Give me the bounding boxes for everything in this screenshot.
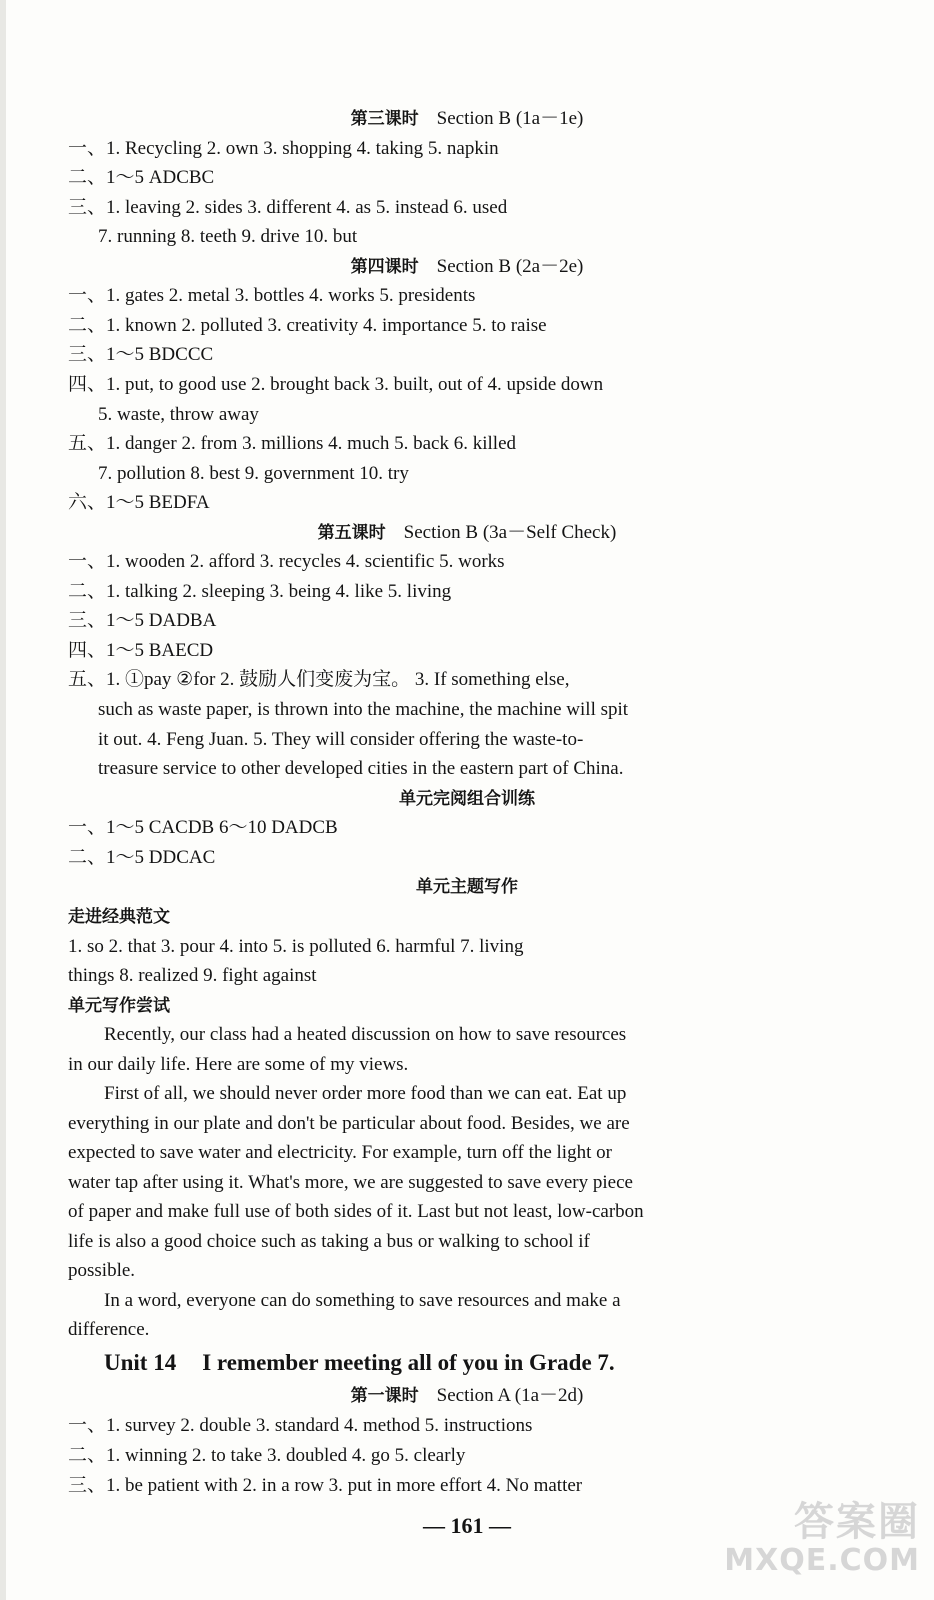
answer-line: 三、1. leaving 2. sides 3. different 4. as 5. instead 6. used [68,197,508,218]
answer-line: 一、1. Recycling 2. own 3. shopping 4. taking 5. napkin [68,138,499,159]
essay-line: In a word, everyone can do something to save resources and make a [104,1290,621,1311]
answer-line: 五、1. ①pay ②for 2. 鼓励人们变废为宝。 3. If something else, [68,669,570,690]
essay-line: possible. [68,1260,136,1281]
answer-line: treasure service to other developed cities in the eastern part of China. [98,758,624,779]
writing-heading: 单元主题写作 [416,877,518,897]
answer-line: it out. 4. Feng Juan. 5. They will consider offering the waste-to- [98,729,584,750]
essay-line: life is also a good choice such as taking a bus or walking to school if [68,1231,590,1252]
answer-line: 一、1. survey 2. double 3. standard 4. method 5. instructions [68,1415,533,1436]
answer-line: 二、1. talking 2. sleeping 3. being 4. like 5. living [68,581,452,602]
essay-line: difference. [68,1319,150,1340]
lesson4-heading: 第四课时 Section B (2a－2e) [350,256,584,277]
watermark-logo: 答案圈 MXQE.COM [724,1499,920,1578]
page-number: — 161 — [423,1513,511,1538]
answer-line: things 8. realized 9. fight against [68,965,317,986]
lesson5-heading: 第五课时 Section B (3a－Self Check) [317,522,617,543]
essay-line: of paper and make full use of both sides of it. Last but not least, low-carbon [68,1201,644,1222]
answer-line: 二、1～5 ADCBC [68,167,215,188]
answer-line: 5. waste, throw away [98,404,259,425]
answer-line: 二、1～5 DDCAC [68,847,216,868]
answer-line: 一、1. gates 2. metal 3. bottles 4. works 5. presidents [68,285,476,306]
answer-line: 四、1. put, to good use 2. brought back 3. built, out of 4. upside down [68,374,604,395]
essay-line: expected to save water and electricity. For example, turn off the light or [68,1142,612,1163]
essay-line: Recently, our class had a heated discussion on how to save resources [104,1024,627,1045]
lesson3-heading: 第三课时 Section B (1a－1e) [350,108,584,129]
essay-line: everything in our plate and don't be particular about food. Besides, we are [68,1113,630,1134]
answer-line: 二、1. known 2. polluted 3. creativity 4. importance 5. to raise [68,315,547,336]
answer-line: 7. pollution 8. best 9. government 10. try [98,463,409,484]
unit-title: Unit 14 I remember meeting all of you in Grade 7. [104,1350,615,1375]
combo-heading: 单元完阅组合训练 [399,789,535,809]
answer-line: 二、1. winning 2. to take 3. doubled 4. go 5. clearly [68,1445,466,1466]
essay-line: in our daily life. Here are some of my views. [68,1054,409,1075]
essay-line: First of all, we should never order more food than we can eat. Eat up [104,1083,627,1104]
answer-line: 三、1. be patient with 2. in a row 3. put in more effort 4. No matter [68,1475,583,1496]
answer-line: such as waste paper, is thrown into the machine, the machine will spit [98,699,629,720]
subheading: 单元写作尝试 [68,996,170,1016]
subheading: 走进经典范文 [68,907,170,927]
essay-line: water tap after using it. What's more, we are suggested to save every piece [68,1172,633,1193]
answer-line: 1. so 2. that 3. pour 4. into 5. is polluted 6. harmful 7. living [68,936,524,957]
answer-line: 五、1. danger 2. from 3. millions 4. much 5. back 6. killed [68,433,517,454]
answer-line: 7. running 8. teeth 9. drive 10. but [98,226,358,247]
answer-line: 一、1. wooden 2. afford 3. recycles 4. scientific 5. works [68,551,505,572]
answer-line: 三、1～5 DADBA [68,610,217,631]
unit14-lesson1-heading: 第一课时 Section A (1a－2d) [350,1385,584,1406]
answer-line: 四、1～5 BAECD [68,640,214,661]
answer-line: 三、1～5 BDCCC [68,344,214,365]
answer-line: 一、1～5 CACDB 6～10 DADCB [68,817,338,838]
answer-line: 六、1～5 BEDFA [68,492,210,513]
